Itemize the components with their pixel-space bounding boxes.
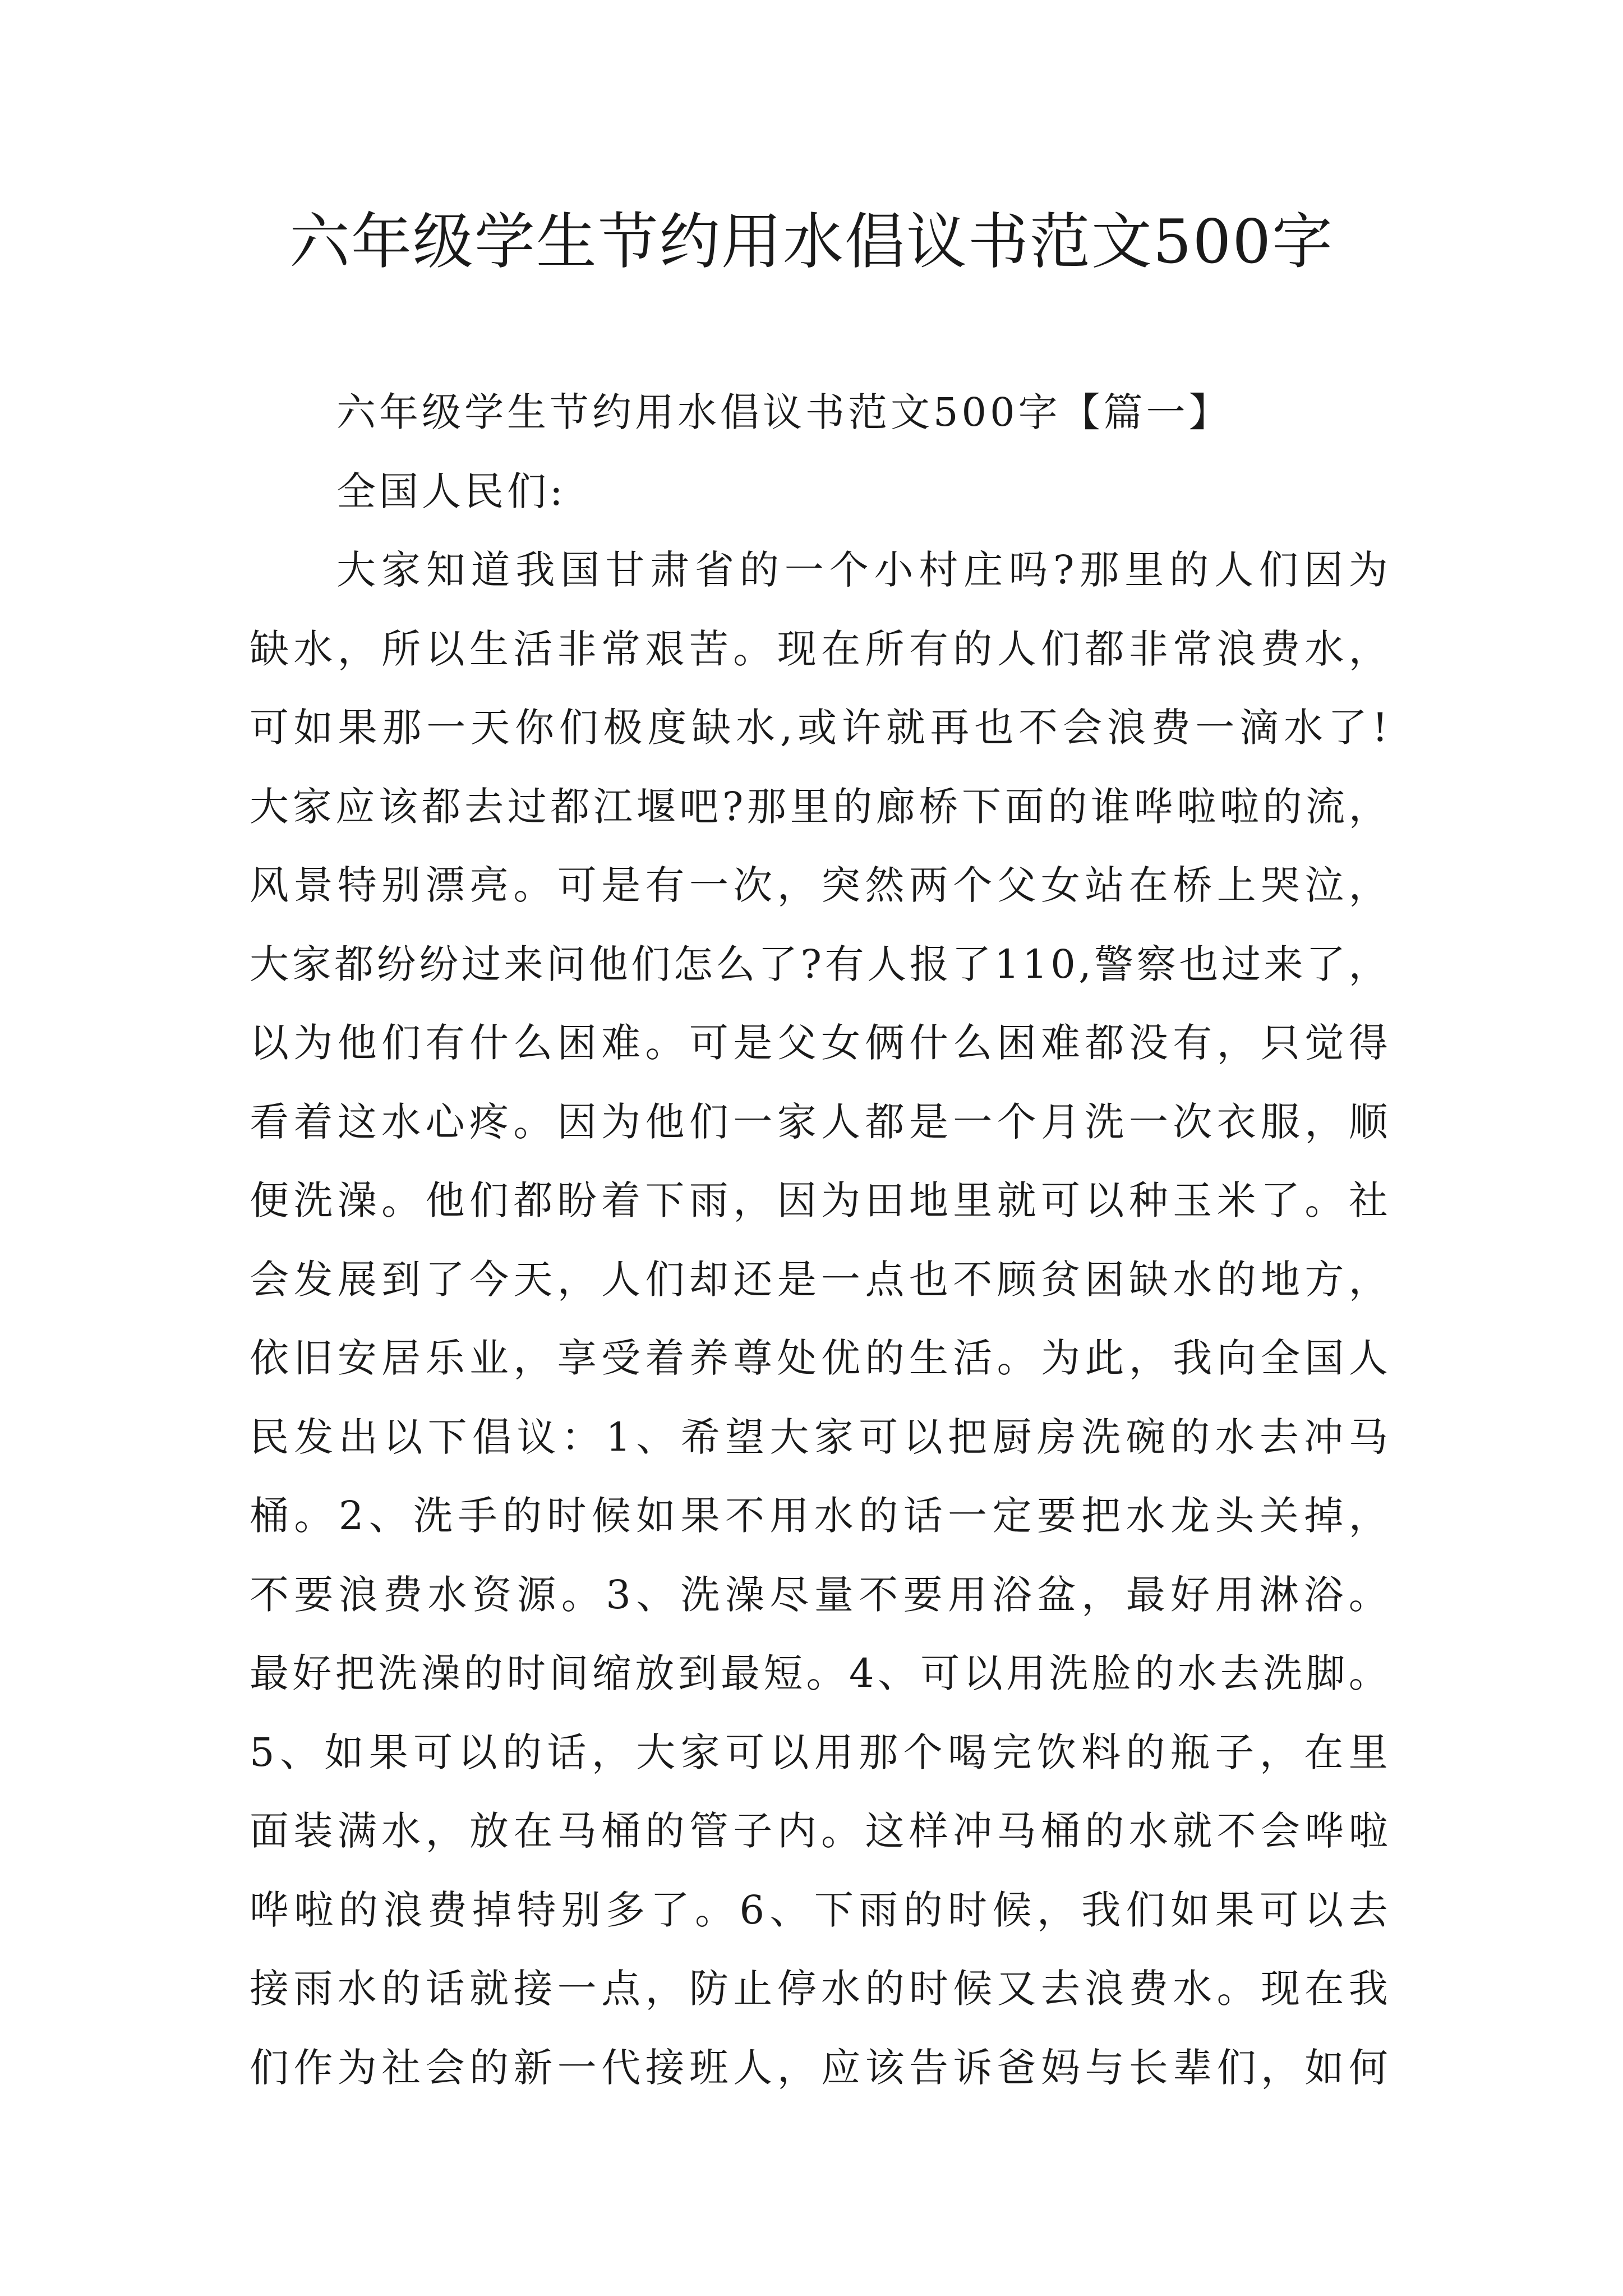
- paragraph-line: 以 为 他 们 有 什 么 困 难 。 可 是 父 女 俩 什 么 困 难 都 没 有 ， 只 觉 得: [250, 1020, 1388, 1066]
- paragraph-line: 大 家 应 该 都 去 过 都 江 堰 吧 ? 那 里 的 廊 桥 下 面 的 谁 哗 啦 啦 的 流 ，: [250, 783, 1388, 830]
- paragraph-line: 面 装 满 水 ， 放 在 马 桶 的 管 子 内 。 这 样 冲 马 桶 的 水 就 不 会 哗 啦: [250, 1808, 1388, 1854]
- section-heading: 六年级学生节约用水倡议书范文500字【篇一】: [336, 389, 1232, 435]
- paragraph-line: 风 景 特 别 漂 亮 。 可 是 有 一 次 ， 突 然 两 个 父 女 站 在 桥 上 哭 泣 ，: [250, 862, 1388, 908]
- document-body: [250, 373, 1388, 2107]
- paragraph-line: 接 雨 水 的 话 就 接 一 点 ， 防 止 停 水 的 时 候 又 去 浪 费 水 。 现 在 我: [250, 1966, 1388, 2012]
- paragraph-line: 看 着 这 水 心 疼 。 因 为 他 们 一 家 人 都 是 一 个 月 洗 一 次 衣 服 ， 顺: [250, 1098, 1388, 1145]
- paragraph-line: 不 要 浪 费 水 资 源 。 3 、 洗 澡 尽 量 不 要 用 浴 盆 ， 最 好 用 淋 浴 。: [250, 1571, 1388, 1618]
- paragraph-line: 5 、 如 果 可 以 的 话 ， 大 家 可 以 用 那 个 喝 完 饮 料 的 瓶 子 ， 在 里: [250, 1729, 1388, 1775]
- paragraph-line: 大 家 都 纷 纷 过 来 问 他 们 怎 么 了 ? 有 人 报 了 1 1 0 , 警 察 也 过 来 了 ，: [250, 941, 1388, 987]
- paragraph-line: 大 家 知 道 我 国 甘 肃 省 的 一 个 小 村 庄 吗 ? 那 里 的 人 们 因 为: [336, 547, 1388, 593]
- paragraph-line: 依 旧 安 居 乐 业 ， 享 受 着 养 尊 处 优 的 生 活 。 为 此 ， 我 向 全 国 人: [250, 1335, 1388, 1381]
- paragraph-line: 可 如 果 那 一 天 你 们 极 度 缺 水 , 或 许 就 再 也 不 会 浪 费 一 滴 水 了 !: [250, 705, 1388, 751]
- paragraph-line: 会 发 展 到 了 今 天 ， 人 们 却 还 是 一 点 也 不 顾 贫 困 缺 水 的 地 方 ，: [250, 1256, 1388, 1303]
- paragraph-line: 缺 水 ， 所 以 生 活 非 常 艰 苦 。 现 在 所 有 的 人 们 都 非 常 浪 费 水 ，: [250, 625, 1388, 672]
- document-title: 六年级学生节约用水倡议书范文500字: [289, 207, 1334, 277]
- salutation: 全国人民们:: [336, 468, 566, 514]
- paragraph-line: 最 好 把 洗 澡 的 时 间 缩 放 到 最 短 。 4 、 可 以 用 洗 脸 的 水 去 洗 脚 。: [250, 1650, 1388, 1696]
- paragraph-line: 民 发 出 以 下 倡 议 ： 1 、 希 望 大 家 可 以 把 厨 房 洗 碗 的 水 去 冲 马: [250, 1414, 1388, 1460]
- paragraph-line: 便 洗 澡 。 他 们 都 盼 着 下 雨 ， 因 为 田 地 里 就 可 以 种 玉 米 了 。 社: [250, 1177, 1388, 1223]
- paragraph-line: 桶 。 2 、 洗 手 的 时 候 如 果 不 用 水 的 话 一 定 要 把 水 龙 头 关 掉 ，: [250, 1493, 1388, 1539]
- paragraph-line: 们 作 为 社 会 的 新 一 代 接 班 人 ， 应 该 告 诉 爸 妈 与 长 辈 们 ， 如 何: [250, 2044, 1388, 2091]
- paragraph-line: 哗 啦 的 浪 费 掉 特 别 多 了 。 6 、 下 雨 的 时 候 ， 我 们 如 果 可 以 去: [250, 1887, 1388, 1933]
